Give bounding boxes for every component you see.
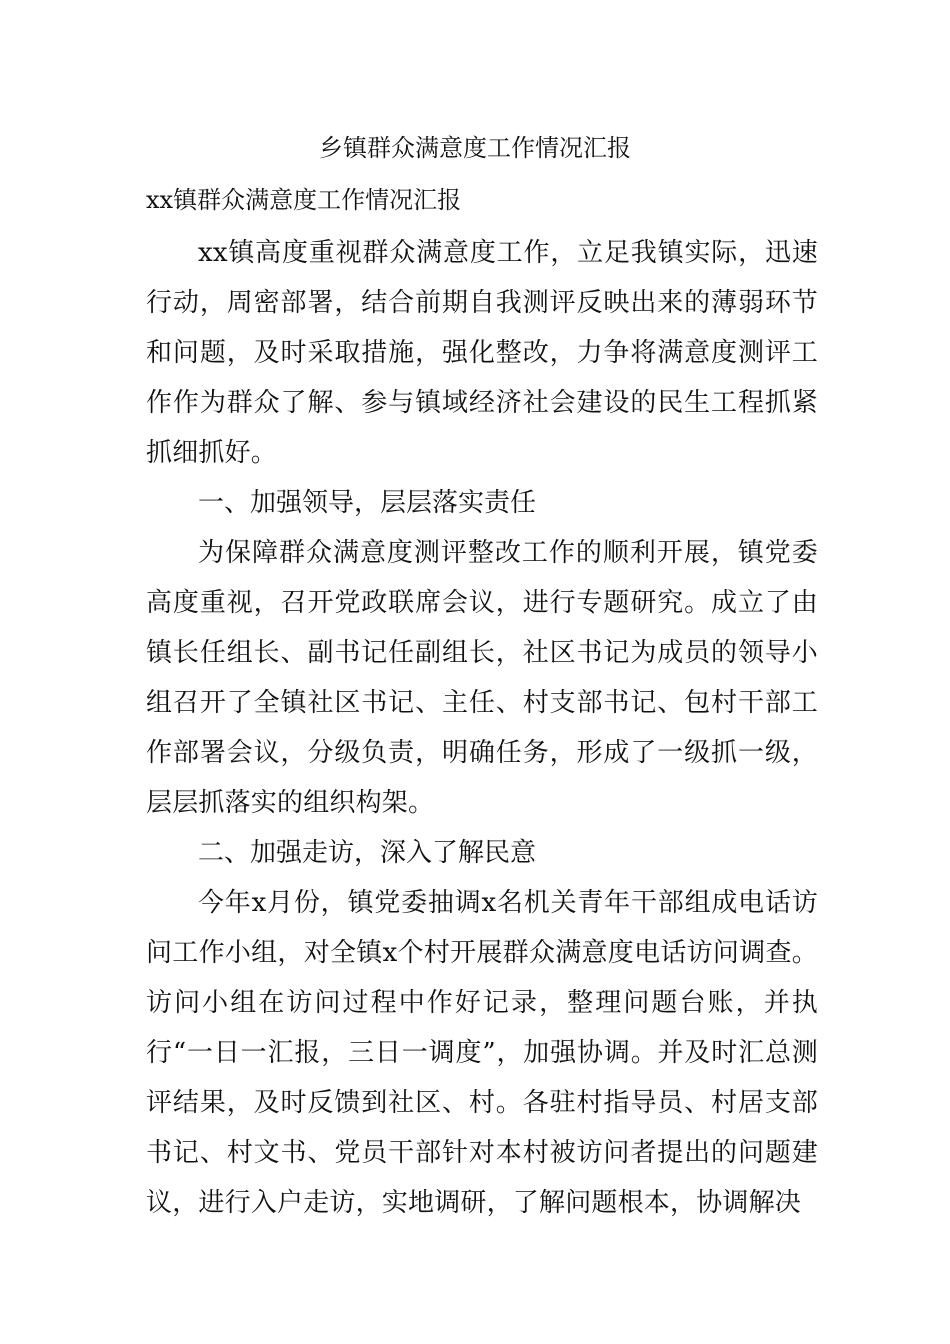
- intro-paragraph: xx镇高度重视群众满意度工作，立足我镇实际，迅速行动，周密部署，结合前期自我测评反映出来的薄弱环节和问题，及时采取措施，强化整改，力争将满意度测评工作作为群众了解、参与镇域经济社会建设的民生工程抓紧抓细抓好。: [146, 238, 818, 468]
- document-title: 乡镇群众满意度工作情况汇报: [319, 134, 631, 162]
- document-body: [146, 228, 818, 1228]
- section-1-heading: 一、加强领导，层层落实责任: [198, 488, 537, 518]
- document-subtitle: xx镇群众满意度工作情况汇报: [146, 186, 462, 214]
- section-2-heading: 二、加强走访，深入了解民意: [198, 838, 537, 868]
- section-1-paragraph: 为保障群众满意度测评整改工作的顺利开展，镇党委高度重视，召开党政联席会议，进行专题研究。成立了由镇长任组长、副书记任副组长，社区书记为成员的领导小组召开了全镇社区书记、主任、村支部书记、包村干部工作部署会议，分级负责，明确任务，形成了一级抓一级，层层抓落实的组织构架。: [146, 538, 818, 818]
- section-2-paragraph: 今年x月份，镇党委抽调x名机关青年干部组成电话访问工作小组，对全镇x个村开展群众满意度电话访问调查。访问小组在访问过程中作好记录，整理问题台账，并执行“一日一汇报，三日一调度”，加强协调。并及时汇总测评结果，及时反馈到社区、村。各驻村指导员、村居支部书记、村文书、党员干部针对本村被访问者提出的问题建议，进行入户走访，实地调研，了解问题根本，协调解决: [146, 888, 818, 1218]
